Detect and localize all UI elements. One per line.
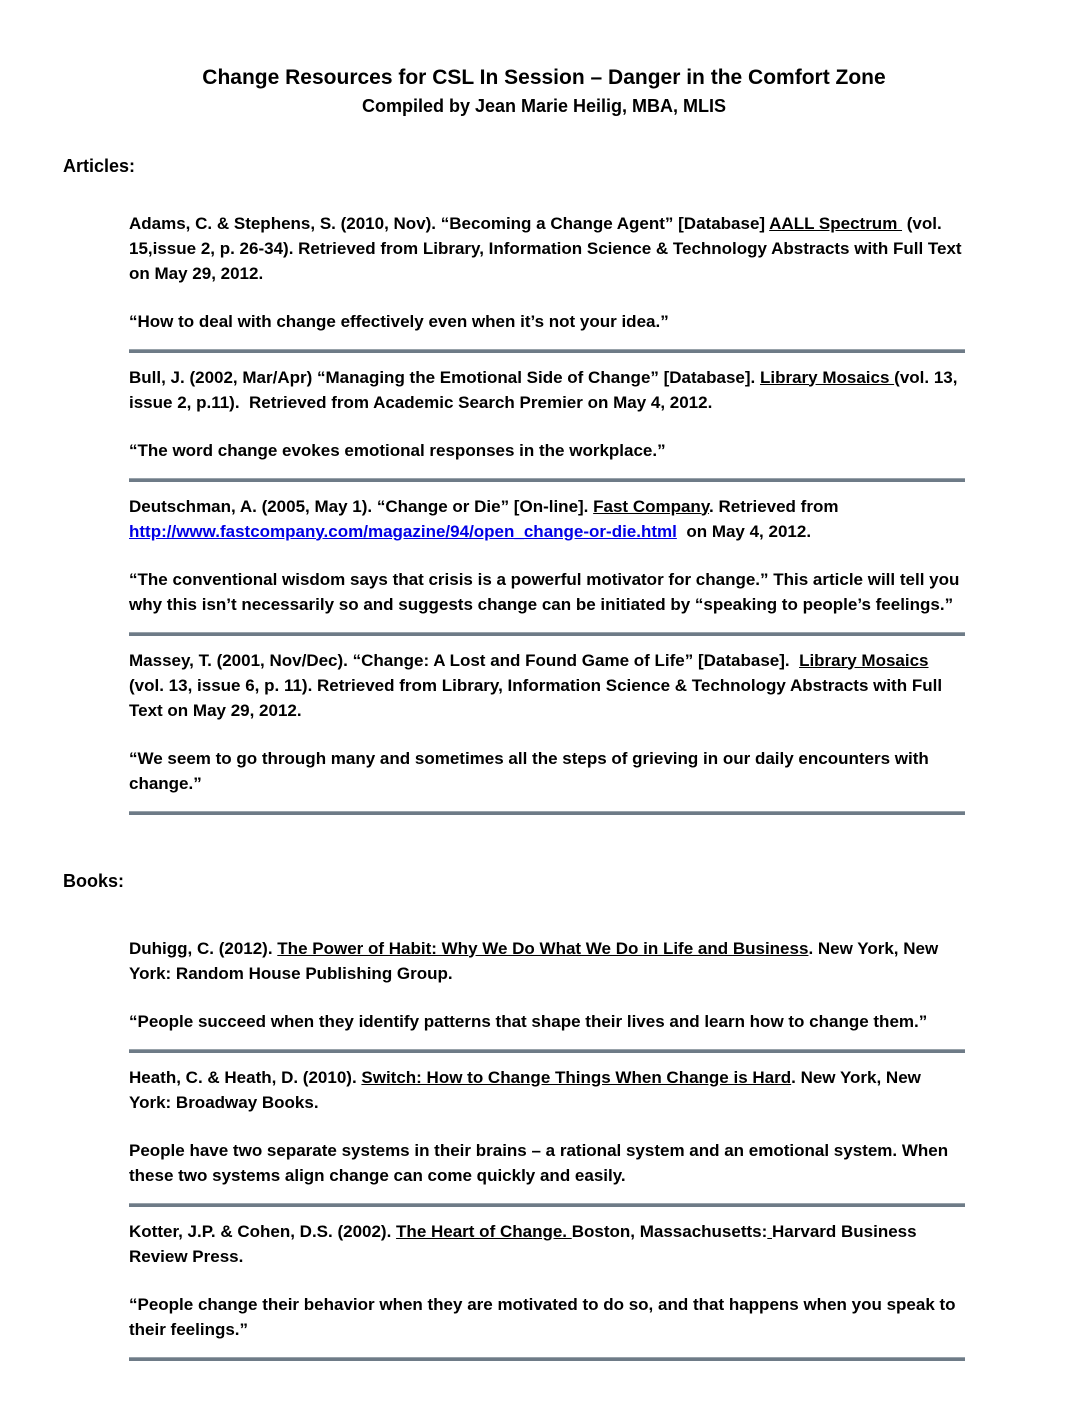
entry-separator [129, 811, 965, 815]
citation-segment: AALL Spectrum [769, 213, 903, 233]
note-text: “We seem to go through many and sometimes all the steps of grieving in our daily encounters with change.” [129, 748, 934, 793]
entry-separator [129, 1357, 965, 1361]
section-articles [0, 156, 1088, 815]
citation-segment: Massey, T. (2001, Nov/Dec). “Change: A Lost and Found Game of Life” [Database]. [129, 650, 800, 670]
books-entry-list [129, 936, 965, 1361]
citation-segment: (vol. 13, issue 2, p.11). Retrieved from Academic Search Premier on May 4, 2012. [129, 367, 963, 412]
citation-segment: Bull, J. (2002, Mar/Apr) “Managing the Emotional Side of Change” [Database]. [129, 367, 760, 387]
section-books [0, 871, 1088, 1361]
citation-segment: Fast Company [593, 496, 710, 516]
entry-separator [129, 632, 965, 636]
bibliography-entry [129, 211, 965, 353]
page-subtitle: Compiled by Jean Marie Heilig, MBA, MLIS [361, 96, 727, 117]
citation-segment: Kotter, J.P. & Cohen, D.S. (2002). [129, 1221, 397, 1241]
citation-text [129, 1065, 965, 1115]
citation-segment: Library Mosaics [759, 367, 895, 387]
note-text: “The conventional wisdom says that crisis is a powerful motivator for change.” This article will tell you why this isn’t necessarily so and suggests change can be initiated by “speaking to people’s feelings.” [129, 569, 965, 614]
entry-separator [129, 1049, 965, 1053]
citation-segment: on May 4, 2012. [676, 521, 812, 541]
note-text: “People succeed when they identify patterns that shape their lives and learn how to change them.” [129, 1011, 928, 1031]
articles-entry-list [129, 211, 965, 815]
citation-segment: The Power of Habit: Why We Do What We Do in Life and Business [277, 938, 809, 958]
bibliography-entry [129, 1219, 965, 1361]
citation-text [129, 936, 965, 986]
citation-segment: . New York, New York: Random House Publishing Group. [129, 938, 943, 983]
citation-segment: Switch: How to Change Things When Change is Hard [361, 1067, 792, 1087]
citation-text [129, 211, 965, 286]
bibliography-entry [129, 365, 965, 482]
citation-segment: Heath, C. & Heath, D. (2010). [129, 1067, 362, 1087]
note-text: People have two separate systems in their brains – a rational system and an emotional system. When these two systems align change can come quickly and easily. [129, 1140, 953, 1185]
citation-segment: (vol. 13, issue 6, p. 11). Retrieved from Library, Information Science & Technology Abstracts with Full Text on May 29, 2012. [129, 650, 947, 720]
citation-segment: Boston, Massachusetts: [571, 1221, 768, 1241]
citation-text [129, 494, 965, 544]
citation-text [129, 1219, 965, 1269]
citation-segment: Adams, C. & Stephens, S. (2010, Nov). “Becoming a Change Agent” [Database] [129, 213, 770, 233]
citation-segment: (vol. 15,issue 2, p. 26-34). Retrieved from Library, Information Science & Technology Abstracts with Full Text on May 29, 2012. [129, 213, 967, 283]
section-heading-articles: Articles: [63, 155, 136, 176]
entry-separator [129, 478, 965, 482]
citation-segment: The Heart of Change. [396, 1221, 572, 1241]
citation-segment: Deutschman, A. (2005, May 1). “Change or Die” [On-line]. [129, 496, 594, 516]
document-header [0, 0, 1088, 120]
entry-separator [129, 349, 965, 353]
citation-hyperlink[interactable]: http://www.fastcompany.com/magazine/94/open_change-or-die.html [129, 521, 677, 541]
citation-segment: Duhigg, C. (2012). [129, 938, 278, 958]
bibliography-entry [129, 648, 965, 815]
note-text: “The word change evokes emotional responses in the workplace.” [129, 440, 666, 460]
citation-text [129, 648, 965, 723]
bibliography-entry [129, 1065, 965, 1207]
page-title: Change Resources for CSL In Session – Danger in the Comfort Zone [202, 66, 886, 89]
citation-segment: Harvard Business Review Press. [129, 1221, 922, 1266]
note-text: “How to deal with change effectively even when it’s not your idea.” [129, 311, 669, 331]
citation-segment: . Retrieved from [709, 496, 844, 516]
note-text: “People change their behavior when they are motivated to do so, and that happens when you speak to their feelings.” [129, 1294, 961, 1339]
section-heading-books: Books: [63, 870, 125, 891]
bibliography-entry [129, 494, 965, 636]
citation-segment: . New York, New York: Broadway Books. [129, 1067, 926, 1112]
bibliography-entry [129, 936, 965, 1053]
citation-segment: Library Mosaics [799, 650, 929, 670]
citation-text [129, 365, 965, 415]
entry-separator [129, 1203, 965, 1207]
